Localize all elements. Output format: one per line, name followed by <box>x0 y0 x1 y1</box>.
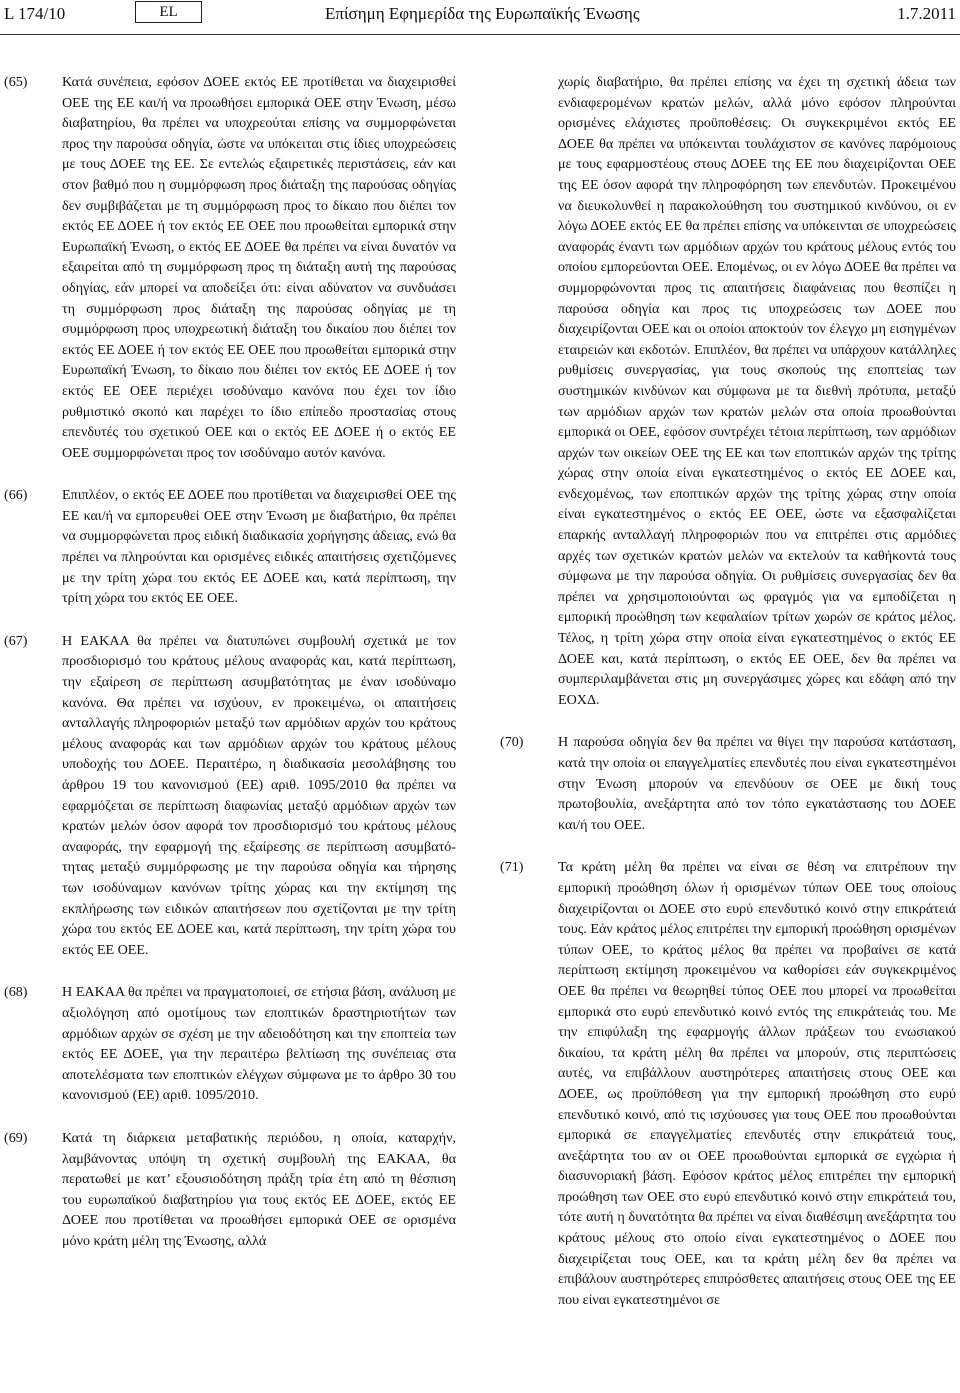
recital-text <box>558 857 956 1310</box>
recital-paragraph: χωρίς διαβατήριο, θα πρέπει επίσης να έχει τη σχετική άδεια των ενδιαφερομένων κρατών μελών, αλλά μόνο εφόσον πληρούνται ορισμένες ελάχιστες προϋποθέσεις. Οι συγκεκριμένοι εκτός ΕΕ ΔΟΕΕ θα πρέπει να υπόκεινται τουλάχιστον σε κανόνες παρόμοιους με τους εφαρμοστέους στους ΔΟΕΕ της ΕΕ που διαχειρίζονται ΟΕΕ της ΕΕ όσον αφορά την πληροφόρηση των επενδυτών. Προκειμένου να διευκολυνθεί η παρακολούθηση του συστημικού κινδύνου, οι εν λόγω ΔΟΕΕ εκτός ΕΕ θα πρέπει επίσης να υπόκεινται σε υποχρεώσεις αναφοράς έναντι των αρμόδιων αρχών του κράτους μέλους εντός του οποίου εμπορεύονται ΟΕΕ. Επομένως, οι εν λόγω ΔΟΕΕ θα πρέπει να συμμορφώνονται προς τις απαιτήσεις διαφάνειας που θεσπίζει η παρούσα οδηγία και προς τις υποχρεώσεις των ΔΟΕΕ που διαχειρίζονται ΟΕΕ και οι οποίοι αποκτούν τον έλεγχο μη εισηγμένων εταιρειών και εκδοτών. Επιπλέον, θα πρέπει να υπάρχουν κατάλληλες ρυθμίσεις συνεργασίας, για τους σκοπούς της εποπτείας των συστημικών κινδύνων και σύμφωνα με τα διεθνή πρότυπα, μεταξύ των αρμόδιων αρχών των κρατών μελών στα οποία προωθούνται εμπορικά οι ΟΕΕ, εφόσον συντρέχει τέτοια περίπτωση, των αρμόδιων αρχών των οικείων ΟΕΕ της ΕΕ και των εποπτικών αρχών της τρίτης χώρας στην οποία είναι εγκατεστημένος ο εκτός ΕΕ ΔΟΕΕ και, ενδεχομένως, των εποπτικών αρχών της τρίτης χώρας στην οποία είναι εγκατεστημένος ο εκτός ΕΕ ΟΕΕ, ώστε να εξασφαλίζεται επαρκής ανταλλαγή πληροφοριών που να επιτρέπει στις αρμόδιες αρχές των σχετικών κρατών μελών να εκτελούν τα καθήκοντά τους σύμφωνα με την παρούσα οδηγία. Οι ρυθμίσεις συνεργασίας δεν θα πρέπει να χρησιμοποιούνται ως φραγμός για να εμποδίζεται η εμπορική προώθηση των κεφαλαίων τρίτων χωρών σε κράτος μέλος. Τέλος, η τρίτη χώρα στην οποία είναι εγκατεστημένος ο εκτός ΕΕ ΔΟΕΕ και, κατά περίπτωση, ο εκτός ΕΕ ΟΕΕ, δεν θα πρέπει να συμπεριλαμβάνεται στις μη συνεργάσιμες χώρες και εδάφη από την ΕΟΧΔ. <box>558 74 956 708</box>
header-divider <box>0 34 960 35</box>
recital-paragraph: Η ΕΑΚΑΑ θα πρέπει να διατυπώνει συμβουλή σχετικά με τον προσδιορισμό του κράτους μέλους αναφοράς και, κατά περίπτωση, την εξαίρεση σε περίπτωση ασυμβατότητας με έναν ισοδύναμο κανόνα. Θα πρέπει να ισχύουν, εν προκειμένω, οι απαιτήσεις ανταλλαγής πληροφοριών μεταξύ των αρμόδιων αρχών του κράτους μέλους αναφοράς και των αρμόδιων αρχών του κράτους μέλους υποδοχής του ΔΟΕΕ. Περαιτέρω, η διαδικασία μεσολάβησης του άρθρου 19 του κανονισμού (ΕΕ) αριθ. 1095/2010 θα πρέπει να εφαρμόζεται σε περίπτωση διαφωνίας μεταξύ αρμόδιων αρχών των κρατών μελών όσον αφορά τον προσδιορισμό του κράτους μέλους αναφοράς, την εφαρμογή της εξαίρεσης σε περίπτωση ασυμβατότητας μεταξύ συμμόρφωσης με την παρούσα οδηγία και τήρησης των ισοδύναμων κανόνων τρίτης χώρας και την εκτίμηση της εκπλήρωσης των ειδικών απαιτήσεων που σχετίζονται με την τρίτη χώρα του εκτός ΕΕ ΔΟΕΕ και, κατά περίπτωση, την τρίτη χώρα του εκτός ΕΕ ΟΕΕ. <box>62 632 456 958</box>
recital-69-continuation <box>558 72 956 710</box>
recital-text <box>558 732 956 835</box>
recital-71 <box>500 857 956 1310</box>
recital-69 <box>4 1128 456 1252</box>
recital-paragraph: Κατά τη διάρκεια μεταβατικής περιόδου, η οποία, καταρχήν, λαμβάνοντας υπόψη τη σχετική συμβουλή της ΕΑΚΑΑ, θα περατωθεί με κατ’ εξουσιοδότηση πράξη τρία έτη από τη θέσπιση του ευρωπαϊκού διαβατηρίου για τους εκτός ΕΕ ΔΟΕΕ, εκτός ΕΕ ΔΟΕΕ που προτίθεται να προωθήσει εμπορικά ΟΕΕ σε ορισμένα μόνο κράτη μέλη της Ένωσης, αλλά <box>62 1129 456 1249</box>
recital-paragraph: Η ΕΑΚΑΑ θα πρέπει να πραγματοποιεί, σε ετήσια βάση, ανάλυση με αξιολόγηση από ομοτίμους των εποπτικών δραστηριοτήτων των αρμόδιων αρχών σε σχέση με την αδειοδότηση και την εποπτεία των εκτός ΕΕ ΔΟΕΕ, για την περαιτέρω βελτίωση της συνέπειας στα αποτελέσματα των εποπτικών ελέγχων σύμφωνα με το άρθρο 30 του κανονισμού (ΕΕ) αριθ. 1095/2010. <box>62 984 456 1104</box>
recital-number: (68) <box>4 984 28 1001</box>
recital-text <box>62 72 456 463</box>
recital-paragraph: Επιπλέον, ο εκτός ΕΕ ΔΟΕΕ που προτίθεται να διαχειρισθεί ΟΕΕ της ΕΕ και/ή να εμπορευθεί ΟΕΕ στην Ένωση με διαβατήριο, θα πρέπει να συμμορφώνεται προς ειδική διαδικασία χορήγησης άδειας, ενώ θα πρέπει να πληρούνται και ορισμένες ειδικές απαιτήσεις σχετιζόμενες με την τρίτη χώρα του εκτός ΕΕ ΔΟΕΕ και, κατά περίπτωση, την τρίτη χώρα του εκτός ΕΕ ΟΕΕ. <box>62 487 456 607</box>
recital-paragraph: Κατά συνέπεια, εφόσον ΔΟΕΕ εκτός ΕΕ προτίθεται να διαχειρισθεί ΟΕΕ της ΕΕ και/ή να προωθήσει εμπορικά ΟΕΕ στην Ένωση, μέσω διαβατηρίου, θα πρέπει να υποχρεούται επίσης να συμμορφώνεται προς την παρούσα οδηγία, ώστε να υπόκειται στις ίδιες υποχρεώσεις με τους ΔΟΕΕ της ΕΕ. Σε εντελώς εξαιρετικές περιστάσεις, εάν και στον βαθμό που η συμμόρφωση προς διάταξη της παρούσας οδηγίας δεν συμβιβάζεται με τη συμμόρφωση προς το δίκαιο που διέπει τον εκτός ΕΕ ΔΟΕΕ ή τον εκτός ΕΕ ΟΕΕ που προωθείται εμπορικά στην Ευρωπαϊκή Ένωση, ο εκτός ΕΕ ΔΟΕΕ θα πρέπει να είναι δυνατόν να εξαιρείται από τη συμμόρφωση προς τη διάταξη αυτή της παρούσας οδηγίας, εάν μπορεί να αποδείξει ότι: είναι αδύνατον να συνδυάσει τη συμμόρφωση προς διάταξη της παρούσας οδηγίας με τη συμμόρφωση προς υποχρεωτική διάταξη του δικαίου που διέπει τον εκτός ΕΕ ΔΟΕΕ ή τον εκτός ΕΕ ΟΕΕ που προωθείται εμπορικά στην Ευρωπαϊκή Ένωση, το δίκαιο που διέπει τον εκτός ΕΕ ΔΟΕΕ ή τον εκτός ΕΕ ΟΕΕ περιέχει ισοδύναμο κανόνα που έχει τον ίδιο ρυθμιστικό σκοπό και παρέχει το ίδιο επίπεδο προστασίας στους επενδυτές του σχετικού ΟΕΕ και ο εκτός ΕΕ ΔΟΕΕ ή ο εκτός ΕΕ ΟΕΕ συμμορφώνεται προς τον ισοδύναμο αυτόν κανόνα. <box>62 74 456 461</box>
recital-68 <box>4 982 456 1106</box>
recital-number: (69) <box>4 1129 28 1146</box>
right-column <box>500 72 956 1332</box>
left-column <box>4 72 456 1273</box>
page-reference: L 174/10 <box>4 4 66 23</box>
recital-paragraph: Η παρούσα οδηγία δεν θα πρέπει να θίγει την παρούσα κατάσταση, κατά την οποία οι επαγγελματίες επενδυτές που είναι εγκατεστημένοι στην Ένωση μπορούν να επενδύουν σε ΟΕΕ με δική τους πρωτοβουλία, ανεξάρτητα από τον τόπο εγκατάστασης του ΔΟΕΕ και/ή του ΟΕΕ. <box>558 734 956 833</box>
recital-number: (71) <box>500 859 524 876</box>
journal-title: Επίσημη Εφημερίδα της Ευρωπαϊκής Ένωσης <box>325 4 640 23</box>
page-header <box>0 0 960 44</box>
recital-text <box>62 982 456 1106</box>
recital-number: (66) <box>4 487 28 504</box>
recital-65 <box>4 72 456 463</box>
recital-number: (67) <box>4 632 28 649</box>
publication-date: 1.7.2011 <box>897 4 956 23</box>
language-badge: EL <box>135 1 202 23</box>
recital-paragraph: Τα κράτη μέλη θα πρέπει να είναι σε θέση να επιτρέπουν την εμπορική προώθηση όλων ή ορισμένων τύπων ΟΕΕ τους οποίους διαχειρίζονται οι ΔΟΕΕ στο ευρύ επενδυτικό κοινό στην επικράτειά τους. Εάν κράτος μέλος επιτρέπει την εμπορική προώθηση ορισμένων τύπων ΟΕΕ, το κράτος μέλος θα πρέπει να προβαίνει σε κατά περίπτωση εκτίμηση προκειμένου να καθορίσει εάν συγκεκριμένος ΟΕΕ θα πρέπει να θεωρηθεί τύπος ΟΕΕ που μπορεί να προωθείται εμπορικά στο ευρύ επενδυτικό κοινό εντός της επικράτειάς του. Με την επιφύλαξη της εφαρμογής άλλων πράξεων του ενωσιακού δικαίου, τα κράτη μέλη θα πρέπει να μπορούν, στις περιπτώσεις αυτές, να επιβάλλουν αυστηρότερες απαιτήσεις στους ΟΕΕ και ΔΟΕΕ, ως προϋπόθεση για την εμπορική προώθηση στο ευρύ επενδυτικό κοινό, από τις ισχύουσες για τους ΟΕΕ που προωθούνται εμπορικά σε επαγγελματίες επενδυτές στην επικράτειά τους, ανεξάρτητα του αν οι ΟΕΕ προωθούνται εμπορικά σε εγχώρια ή διασυνοριακή βάση. Εφόσον κράτος μέλος επιτρέπει την εμπορική προώθηση των ΟΕΕ στο ευρύ επενδυτικό κοινό στην επικράτειά του, τότε αυτή η δυνατότητα θα πρέπει να είναι διαθέσιμη ανεξάρτητα του κράτους μέλους στο οποίο είναι εγκατεστημένος ο ΔΟΕΕ που διαχειρίζεται τους ΟΕΕ, και τα κράτη μέλη δεν θα πρέπει να επιβάλουν αυστηρότερες επιπρόσθετες απαιτήσεις στους ΟΕΕ της ΕΕ που είναι εγκατεστημένοι σε <box>558 859 956 1308</box>
recital-67 <box>4 631 456 961</box>
recital-70 <box>500 732 956 835</box>
recital-66 <box>4 485 456 609</box>
recital-number: (70) <box>500 734 524 751</box>
recital-text <box>62 631 456 961</box>
recital-text <box>62 1128 456 1252</box>
recital-number: (65) <box>4 74 28 90</box>
recital-text <box>62 485 456 609</box>
